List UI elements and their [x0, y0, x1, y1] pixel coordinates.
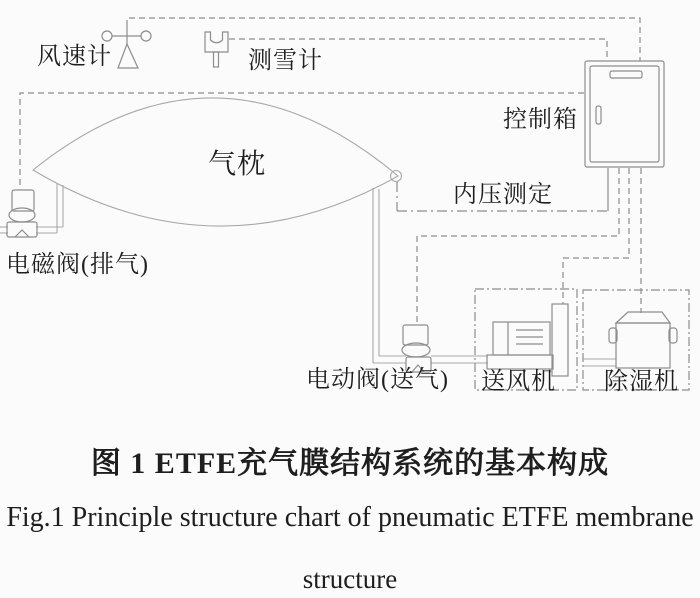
signal-line-control-box-to-solenoid-valve — [20, 93, 584, 189]
solenoid-valve-label: 电磁阀(排气) — [6, 252, 149, 278]
supply-pipe — [373, 188, 488, 363]
figure-caption-zh: 图 1 ETFE充气膜结构系统的基本构成 — [90, 447, 610, 480]
blower-icon — [487, 304, 568, 376]
anemometer-label: 风速计 — [37, 44, 112, 70]
solenoid-valve-icon — [7, 190, 37, 237]
control-box-icon — [585, 61, 664, 167]
figure-caption-en-line1: Fig.1 Principle structure chart of pneumatic ETFE membrane — [6, 502, 694, 533]
dehumidifier-label: 除湿机 — [604, 369, 679, 395]
figure-caption-en-line2: structure — [302, 564, 398, 594]
blower-label: 送风机 — [481, 369, 556, 395]
electric-valve-label: 电动阀(送气) — [306, 367, 449, 393]
snow-gauge-label: 测雪计 — [248, 48, 323, 74]
control-box-label: 控制箱 — [503, 107, 578, 133]
dehumidifier-pipe — [583, 359, 616, 366]
pressure-measurement-label: 内压测定 — [453, 182, 553, 208]
electric-valve-icon — [402, 325, 431, 372]
air-cushion-label: 气枕 — [208, 149, 267, 180]
exhaust-pipe — [0, 184, 63, 233]
pressure-port-icon — [391, 171, 402, 182]
dehumidifier-icon — [609, 312, 677, 368]
snow-gauge-icon — [205, 32, 228, 67]
